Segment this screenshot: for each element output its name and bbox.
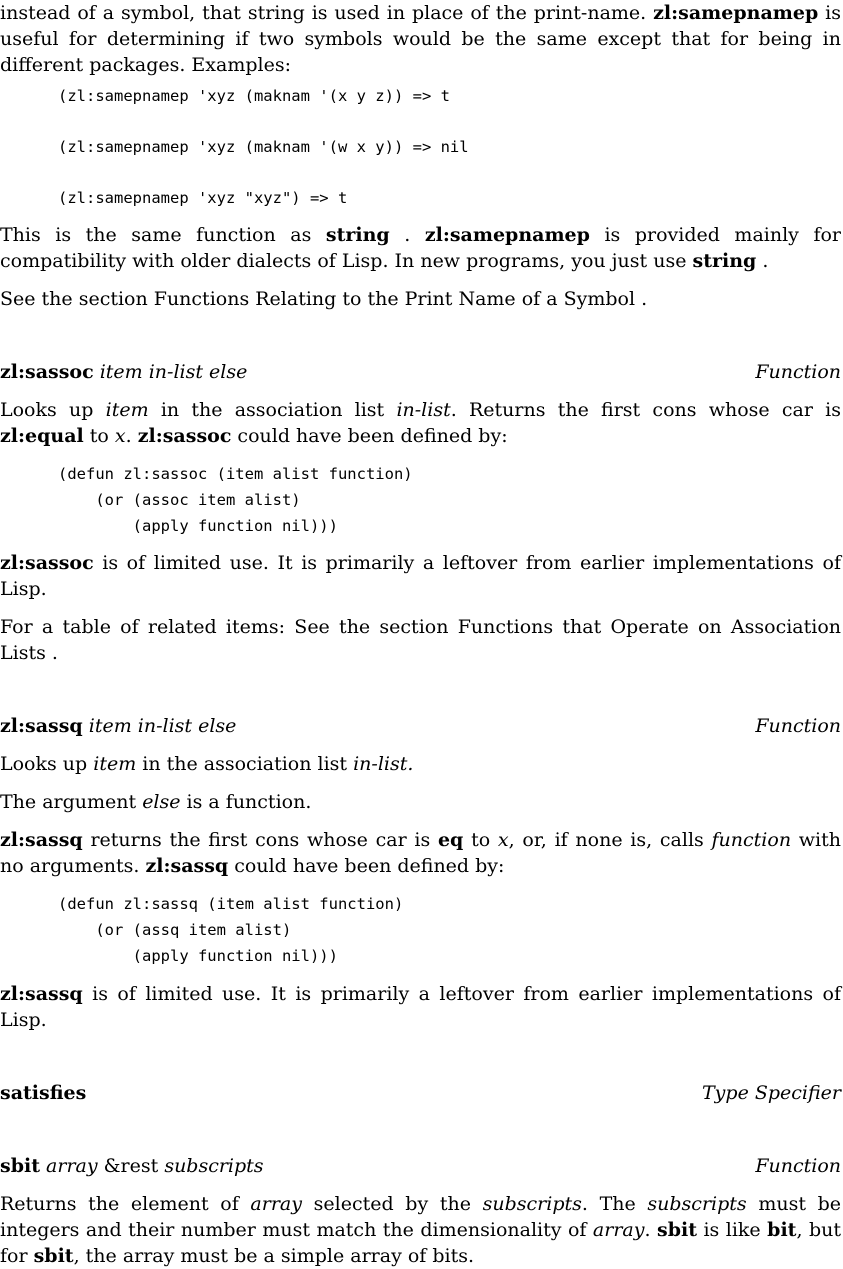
entry-header-sassoc [0,359,841,385]
example-line-2: (zl:samepnamep 'xyz (maknam '(w x y)) => nil [58,138,469,156]
text: . [125,425,138,447]
text: , or, if none is, calls [508,829,712,851]
text: Looks up [0,399,106,421]
term-italic: array [592,1219,645,1241]
text: is of limited use. It is primarily a leftover from earlier implementations of Lisp. [0,552,841,600]
entry-rest-keyword: &rest [97,1155,165,1177]
text: could have been defined by: [228,855,505,877]
entry-kind: Type Specifier [702,1082,841,1104]
text: is like [696,1219,768,1241]
term-italic: x [114,425,126,447]
term-bold: sbit [657,1219,697,1241]
text: . Returns the first cons whose car is [450,399,841,421]
sassoc-code-1: (defun zl:sassoc (item alist function) [58,465,413,483]
entry-kind: Function [755,715,841,737]
text: to [83,425,115,447]
term-italic: else [142,791,181,813]
example-line-3: (zl:samepnamep 'xyz "xyz") => t [58,189,348,207]
intro-see-also: See the section Functions Relating to the Print Name of a Symbol . [0,288,648,310]
entry-name: zl:sassq [0,715,83,737]
entry-header-satisfies [0,1080,841,1106]
text: selected by the [301,1193,483,1215]
sassq-code-1: (defun zl:sassq (item alist function) [58,895,404,913]
sassoc-desc-1 [0,397,841,449]
text: instead of a symbol, that string is used in place of the print-name. [0,2,654,24]
term-bold: zl:equal [0,425,84,447]
term-bold: zl:sassq [0,983,83,1005]
sassq-desc-4 [0,981,841,1033]
sbit-desc-1 [0,1191,841,1269]
sassoc-desc-2 [0,550,841,602]
text: This is the same function as [0,224,326,246]
text: . The [581,1193,648,1215]
entry-header-sbit [0,1153,841,1179]
term-bold: sbit [33,1245,74,1267]
entry-name: zl:sassoc [0,361,94,383]
sassoc-code-3: (apply function nil))) [58,517,338,535]
text: . [644,1219,657,1241]
entry-name: sbit [0,1155,40,1177]
text: is useful for determining if two symbols would be the same except that for being in different packages. Examples: [0,2,841,76]
sassoc-see-also: For a table of related items: See the section Functions that Operate on Association Lists . [0,616,841,664]
entry-name: satisfies [0,1082,87,1104]
text: is provided mainly for compatibility with older dialects of Lisp. In new programs, you just use [0,224,841,272]
text: . [756,250,769,272]
term-bold: string [692,250,757,272]
intro-paragraph-2 [0,222,841,274]
term-italic: x [497,829,509,851]
term-italic: array [250,1193,302,1215]
term-bold: string [325,224,390,246]
entry-kind: Function [755,361,841,383]
sassq-code-2: (or (assq item alist) [58,921,292,939]
term-bold: zl:sassoc [0,552,94,574]
entry-header-sassq [0,713,841,739]
term-italic: in-list. [353,753,414,775]
entry-args: item in-list else [99,361,248,383]
term-italic: in-list [396,399,451,421]
text: The argument [0,791,143,813]
text: could have been defined by: [231,425,508,447]
entry-arg: subscripts [164,1155,264,1177]
entry-args: item in-list else [88,715,237,737]
text: returns the first cons whose car is [82,829,438,851]
text: Looks up [0,753,94,775]
text: to [463,829,498,851]
term-bold: zl:samepnamep [424,224,590,246]
term-bold: bit [767,1219,797,1241]
term-bold: zl:sassq [0,829,83,851]
intro-paragraph [0,0,841,78]
text: Returns the element of [0,1193,251,1215]
text: is a function. [180,791,312,813]
sassq-desc-1 [0,751,841,777]
entry-arg: array [46,1155,98,1177]
term-bold: zl:sassq [145,855,229,877]
sassq-desc-3 [0,827,841,879]
text: in the association list [148,399,397,421]
text: in the association list [136,753,354,775]
term-italic: subscripts [482,1193,582,1215]
term-italic: subscripts [647,1193,747,1215]
term-bold: eq [437,829,464,851]
text: . [389,224,425,246]
term-bold: zl:sassoc [137,425,232,447]
term-italic: item [93,753,137,775]
entry-kind: Function [755,1155,841,1177]
text: is of limited use. It is primarily a leftover from earlier implementations of Lisp. [0,983,841,1031]
term-italic: function [711,829,792,851]
example-line-1: (zl:samepnamep 'xyz (maknam '(x y z)) => t [58,87,450,105]
sassq-code-3: (apply function nil))) [58,947,338,965]
text: , the array must be a simple array of bits. [73,1245,475,1267]
text: must be integers and their number must match the dimensionality of [0,1193,842,1241]
term-bold: zl:samepnamep [653,2,819,24]
sassq-desc-2 [0,789,841,815]
sassoc-code-2: (or (assoc item alist) [58,491,301,509]
text: , but for [0,1219,842,1267]
term-italic: item [105,399,149,421]
text: with no arguments. [0,829,842,877]
